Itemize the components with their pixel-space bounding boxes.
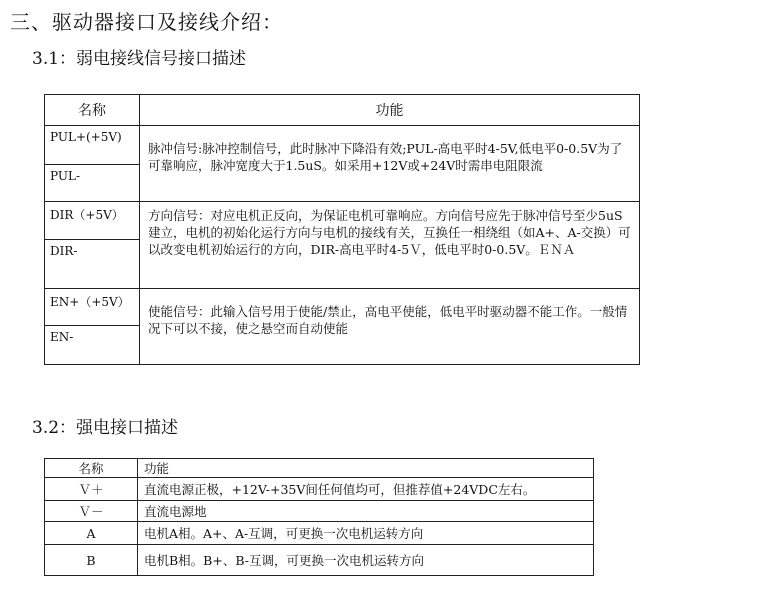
signal-description: 方向信号：对应电机正反向，为保证电机可靠响应。方向信号应先于脉冲信号至少5uS建立，电机的初始化运行方向与电机的接线有关，互换任一相绕组（如A+、A-交换）可以改变电机初始运行的方向，DIR-高电平时4-5Ｖ，低电平时0-0.5V。ＥＮＡ	[140, 202, 640, 289]
header-name: 名称	[45, 95, 140, 126]
terminal-description: 电机B相。B+、B-互调，可更换一次电机运转方向	[138, 545, 594, 576]
signal-name: DIR-	[45, 240, 140, 289]
terminal-name: Ｖ－	[45, 501, 138, 522]
table-row	[45, 522, 594, 545]
header-function: 功能	[138, 459, 594, 478]
terminal-description: 电机A相。A+、A-互调，可更换一次电机运转方向	[138, 522, 594, 545]
section-heading: 三、驱动器接口及接线介绍：	[10, 10, 283, 34]
table-row	[45, 202, 640, 240]
signal-description: 使能信号：此输入信号用于使能/禁止，高电平使能，低电平时驱动器不能工作。一般情况下可以不接，使之悬空而自动使能	[140, 289, 640, 365]
terminal-name: B	[45, 545, 138, 576]
table-row	[45, 545, 594, 576]
signal-name: PUL+(+5V)	[45, 126, 140, 165]
terminal-description: 直流电源地	[138, 501, 594, 522]
signal-name: DIR（+5V）	[45, 202, 140, 240]
signal-name: PUL-	[45, 165, 140, 202]
terminal-name: Ｖ＋	[45, 478, 138, 501]
table-header-row	[45, 95, 640, 126]
table-header-row	[45, 459, 594, 478]
table-row	[45, 289, 640, 326]
weak-signal-subheading: 3.1：弱电接线信号接口描述	[32, 49, 247, 69]
table-row	[45, 501, 594, 522]
table-row	[45, 126, 640, 165]
header-name: 名称	[45, 459, 138, 478]
terminal-name: A	[45, 522, 138, 545]
signal-name: EN+（+5V）	[45, 289, 140, 326]
power-subheading: 3.2：强电接口描述	[32, 418, 179, 438]
signal-description: 脉冲信号:脉冲控制信号，此时脉冲下降沿有效;PUL-高电平时4-5V,低电平0-0.5V为了可靠响应，脉冲宽度大于1.5uS。如采用+12V或+24V时需串电阻限流	[140, 126, 640, 202]
power-interface-table	[44, 458, 594, 576]
terminal-description: 直流电源正极，+12V-+35V间任何值均可，但推荐值+24VDC左右。	[138, 478, 594, 501]
table-row	[45, 478, 594, 501]
weak-signal-table	[44, 94, 640, 365]
signal-name: EN-	[45, 326, 140, 365]
header-function: 功能	[140, 95, 640, 126]
